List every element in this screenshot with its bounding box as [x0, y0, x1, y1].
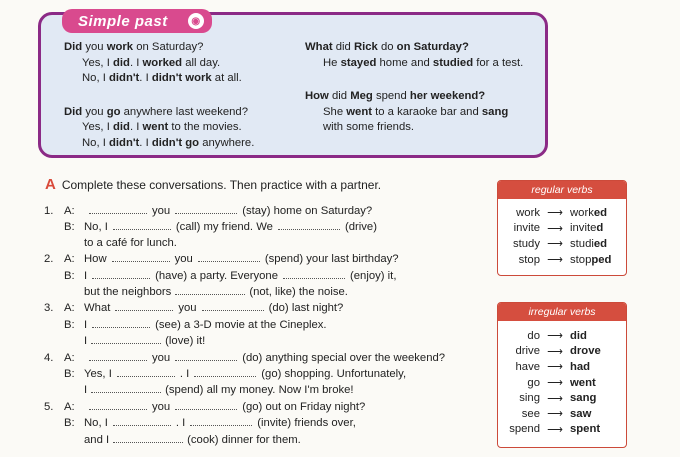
- grammar-text: to a karaoke bar and: [371, 105, 482, 118]
- grammar-keyword: What: [305, 41, 336, 53]
- verb-past: [570, 254, 626, 266]
- line-text: (do) last night?: [268, 302, 344, 315]
- grammar-text: did: [332, 90, 348, 102]
- section-instruction: Complete these conversations. Then practice with a partner.: [61, 178, 382, 192]
- grammar-text: anywhere last weekend?: [120, 105, 248, 118]
- grammar-text: anywhere.: [199, 136, 255, 149]
- grammar-keyword: went: [346, 105, 372, 118]
- arrow-icon: ⟶: [547, 345, 563, 358]
- line-text: but the neighbors: [84, 286, 172, 299]
- verb-row: [498, 205, 626, 221]
- grammar-line: [305, 105, 545, 121]
- answer-blank[interactable]: [175, 284, 245, 295]
- line-text: (go) out on Friday night?: [242, 400, 366, 413]
- exercise-line: [44, 284, 489, 300]
- irregular-verbs-box: [497, 302, 627, 448]
- speaker-label: A:: [64, 302, 75, 315]
- line-text: How: [84, 253, 107, 266]
- line-text: (drive): [344, 221, 377, 234]
- verb-base: invite: [513, 222, 540, 235]
- grammar-right-column: [305, 40, 545, 136]
- grammar-left-column: [64, 40, 299, 151]
- verb-row: [498, 221, 626, 237]
- arrow-icon: ⟶: [547, 392, 563, 405]
- verb-past: sang: [570, 392, 597, 405]
- answer-blank[interactable]: [202, 300, 264, 311]
- verb-base: stop: [518, 253, 540, 266]
- audio-cd-icon[interactable]: ◉: [188, 13, 204, 29]
- line-text: No, I: [84, 221, 108, 234]
- grammar-title-tab: [62, 9, 212, 33]
- item-number: 1.: [44, 205, 54, 217]
- verb-row: [498, 406, 626, 422]
- verb-base: spend: [509, 423, 540, 436]
- exercise-line: [44, 203, 489, 219]
- verb-past: saw: [570, 407, 592, 420]
- answer-blank[interactable]: [198, 251, 260, 262]
- grammar-keyword: didn't go: [151, 136, 200, 149]
- line-text: (enjoy) it,: [350, 269, 397, 282]
- line-text: to a café for lunch.: [84, 236, 177, 249]
- line-text: (not, like) the noise.: [249, 286, 348, 299]
- grammar-line: [64, 105, 299, 121]
- line-text: you: [152, 351, 171, 364]
- line-text: I: [84, 335, 88, 348]
- grammar-text: . I: [139, 136, 152, 149]
- verb-base: study: [512, 237, 540, 250]
- verb-row: [498, 236, 626, 252]
- line-text: (do) anything special over the weekend?: [242, 351, 446, 364]
- speaker-label: B:: [64, 221, 75, 234]
- answer-blank[interactable]: [89, 399, 147, 410]
- grammar-keyword: Did: [64, 41, 83, 53]
- verb-base: go: [527, 376, 540, 389]
- grammar-keyword: did: [112, 121, 130, 133]
- arrow-icon: ⟶: [547, 423, 563, 436]
- line-text: (have) a party. Everyone: [155, 269, 278, 282]
- exercise-line: [44, 268, 489, 284]
- verb-base: sing: [519, 392, 540, 405]
- answer-blank[interactable]: [190, 415, 252, 426]
- line-text: you: [152, 400, 171, 413]
- item-number: 4.: [44, 351, 54, 364]
- grammar-keyword: her weekend?: [406, 90, 486, 102]
- speaker-label: A:: [64, 351, 75, 364]
- answer-blank[interactable]: [194, 366, 256, 377]
- arrow-icon: ⟶: [547, 330, 563, 343]
- item-number: 3.: [44, 302, 54, 315]
- answer-blank[interactable]: [92, 317, 150, 328]
- regular-verbs-box: [497, 180, 627, 276]
- speaker-label: B:: [64, 417, 75, 430]
- exercise-line: [44, 300, 489, 316]
- arrow-icon: ⟶: [547, 254, 563, 267]
- grammar-keyword: work: [106, 41, 134, 53]
- verb-ending: ed: [593, 206, 608, 219]
- verb-row: [498, 344, 626, 360]
- arrow-icon: ⟶: [547, 222, 563, 235]
- answer-blank[interactable]: [283, 268, 345, 279]
- verb-past: drove: [570, 345, 601, 358]
- exercise-line: [44, 236, 489, 251]
- verb-ending: ed: [593, 237, 608, 250]
- grammar-keyword: went: [142, 121, 169, 133]
- arrow-icon: ⟶: [547, 207, 563, 220]
- grammar-text: . I: [139, 72, 152, 84]
- exercise-line: [44, 399, 489, 415]
- line-text: (invite) friends over,: [257, 417, 356, 430]
- grammar-keyword: on Saturday?: [393, 41, 469, 53]
- answer-blank[interactable]: [113, 219, 171, 230]
- verb-row: [498, 390, 626, 406]
- grammar-text: all day.: [182, 56, 221, 69]
- arrow-icon: ⟶: [547, 361, 563, 374]
- line-text: (call) my friend. We: [175, 221, 273, 234]
- grammar-line: [64, 71, 299, 87]
- grammar-line: [64, 40, 299, 56]
- grammar-keyword: Meg: [347, 90, 376, 102]
- answer-blank[interactable]: [175, 350, 237, 361]
- grammar-text: spend: [375, 90, 407, 102]
- line-text: . I: [179, 368, 190, 381]
- line-text: you: [178, 302, 197, 315]
- speaker-label: B:: [64, 269, 75, 282]
- item-number: 2.: [44, 253, 54, 266]
- line-text: and I: [84, 433, 110, 446]
- answer-blank[interactable]: [112, 251, 170, 262]
- grammar-line: [305, 120, 545, 136]
- grammar-keyword: How: [305, 90, 332, 102]
- grammar-line: [64, 56, 299, 72]
- verb-ending: d: [596, 222, 604, 235]
- verb-past: did: [570, 329, 587, 342]
- exercise-list: [44, 203, 489, 448]
- exercise-line: [44, 432, 489, 448]
- grammar-keyword: stayed: [340, 56, 377, 69]
- answer-blank[interactable]: [92, 268, 150, 279]
- grammar-text: to the movies.: [168, 121, 242, 133]
- grammar-text: you: [82, 41, 107, 53]
- line-text: No, I: [84, 417, 108, 430]
- grammar-text: for a test.: [473, 56, 524, 69]
- grammar-keyword: go: [106, 105, 121, 118]
- speaker-label: A:: [64, 205, 75, 217]
- verb-base: drive: [515, 345, 540, 358]
- line-text: What: [84, 302, 111, 315]
- answer-blank[interactable]: [91, 333, 161, 344]
- grammar-keyword: Rick: [350, 41, 381, 53]
- background-bleed: [560, 0, 680, 160]
- grammar-line: [64, 120, 299, 136]
- arrow-icon: ⟶: [547, 377, 563, 390]
- verb-row: [498, 422, 626, 438]
- grammar-text: . I: [129, 56, 143, 69]
- line-text: you: [152, 205, 171, 217]
- exercise-line: [44, 333, 489, 349]
- verb-ending: ped: [591, 253, 612, 266]
- grammar-keyword: studied: [432, 56, 474, 69]
- line-text: you: [174, 253, 193, 266]
- grammar-text: Yes, I: [82, 121, 113, 133]
- answer-blank[interactable]: [117, 366, 175, 377]
- grammar-text: No, I: [82, 136, 109, 149]
- grammar-line: [305, 89, 545, 105]
- line-text: I: [84, 269, 88, 282]
- section-letter: A: [45, 176, 56, 193]
- exercise-line: [44, 415, 489, 431]
- exercise-line: [44, 317, 489, 333]
- grammar-text: Yes, I: [82, 56, 113, 69]
- line-text: I: [84, 384, 88, 397]
- verb-stem: stop: [570, 253, 592, 266]
- grammar-keyword: Did: [64, 105, 83, 118]
- verb-stem: work: [570, 206, 594, 219]
- speaker-label: A:: [64, 253, 75, 266]
- verb-stem: studi: [570, 237, 594, 250]
- verb-past: had: [570, 360, 591, 373]
- line-text: Yes, I: [84, 368, 112, 381]
- verb-past: went: [570, 376, 596, 389]
- answer-blank[interactable]: [113, 415, 171, 426]
- line-text: (spend) your last birthday?: [264, 253, 399, 266]
- grammar-line: [305, 40, 545, 56]
- exercise-line: [44, 219, 489, 235]
- line-text: . I: [175, 417, 186, 430]
- line-text: (cook) dinner for them.: [187, 433, 301, 446]
- grammar-keyword: worked: [142, 56, 183, 69]
- answer-blank[interactable]: [91, 382, 161, 393]
- grammar-text: No, I: [82, 72, 109, 84]
- verb-past: [570, 222, 626, 234]
- verb-base: have: [515, 360, 540, 373]
- grammar-text: you: [82, 105, 107, 118]
- line-text: (love) it!: [165, 335, 206, 348]
- speaker-label: B:: [64, 368, 75, 381]
- grammar-line: [305, 56, 545, 72]
- verb-base: work: [516, 206, 540, 219]
- answer-blank[interactable]: [89, 350, 147, 361]
- exercise-line: [44, 366, 489, 382]
- exercise-line: [44, 382, 489, 398]
- regular-verbs-title: regular verbs: [498, 181, 626, 199]
- grammar-text: on Saturday?: [133, 41, 204, 53]
- arrow-icon: ⟶: [547, 408, 563, 421]
- verb-past: [570, 238, 626, 250]
- verb-past: spent: [570, 423, 601, 436]
- grammar-text: did: [335, 41, 351, 53]
- section-a-heading: [45, 176, 381, 193]
- grammar-text: . I: [129, 121, 143, 133]
- line-text: (go) shopping. Unfortunately,: [261, 368, 407, 381]
- irregular-verbs-title: irregular verbs: [498, 303, 626, 321]
- answer-blank[interactable]: [89, 203, 147, 214]
- grammar-text: with some friends.: [323, 121, 415, 133]
- grammar-keyword: did: [112, 56, 130, 69]
- grammar-text: She: [323, 105, 347, 118]
- grammar-keyword: didn't work: [151, 72, 212, 84]
- line-text: (see) a 3-D movie at the Cineplex.: [155, 318, 327, 331]
- line-text: (spend) all my money. Now I'm broke!: [165, 384, 354, 397]
- speaker-label: B:: [64, 318, 75, 331]
- answer-blank[interactable]: [175, 203, 237, 214]
- answer-blank[interactable]: [175, 399, 237, 410]
- verb-row: [498, 252, 626, 268]
- answer-blank[interactable]: [113, 432, 183, 443]
- verb-base: see: [521, 407, 540, 420]
- answer-blank[interactable]: [278, 219, 340, 230]
- grammar-text: at all.: [211, 72, 242, 84]
- verb-row: [498, 328, 626, 344]
- grammar-text: He: [323, 56, 341, 69]
- verb-row: [498, 359, 626, 375]
- exercise-line: [44, 251, 489, 267]
- verb-stem: invite: [570, 222, 597, 235]
- grammar-title: Simple past: [78, 12, 168, 30]
- line-text: I: [84, 318, 88, 331]
- grammar-keyword: sang: [481, 105, 509, 118]
- verb-row: [498, 375, 626, 391]
- exercise-line: [44, 350, 489, 366]
- grammar-keyword: didn't: [109, 72, 140, 84]
- answer-blank[interactable]: [115, 300, 173, 311]
- grammar-line: [64, 136, 299, 152]
- item-number: 5.: [44, 400, 54, 413]
- speaker-label: A:: [64, 400, 75, 413]
- verb-base: do: [527, 329, 540, 342]
- grammar-keyword: didn't: [109, 136, 140, 149]
- grammar-text: home and: [376, 56, 433, 69]
- arrow-icon: ⟶: [547, 238, 563, 251]
- line-text: (stay) home on Saturday?: [242, 205, 373, 217]
- grammar-text: do: [380, 41, 394, 53]
- verb-past: [570, 207, 626, 219]
